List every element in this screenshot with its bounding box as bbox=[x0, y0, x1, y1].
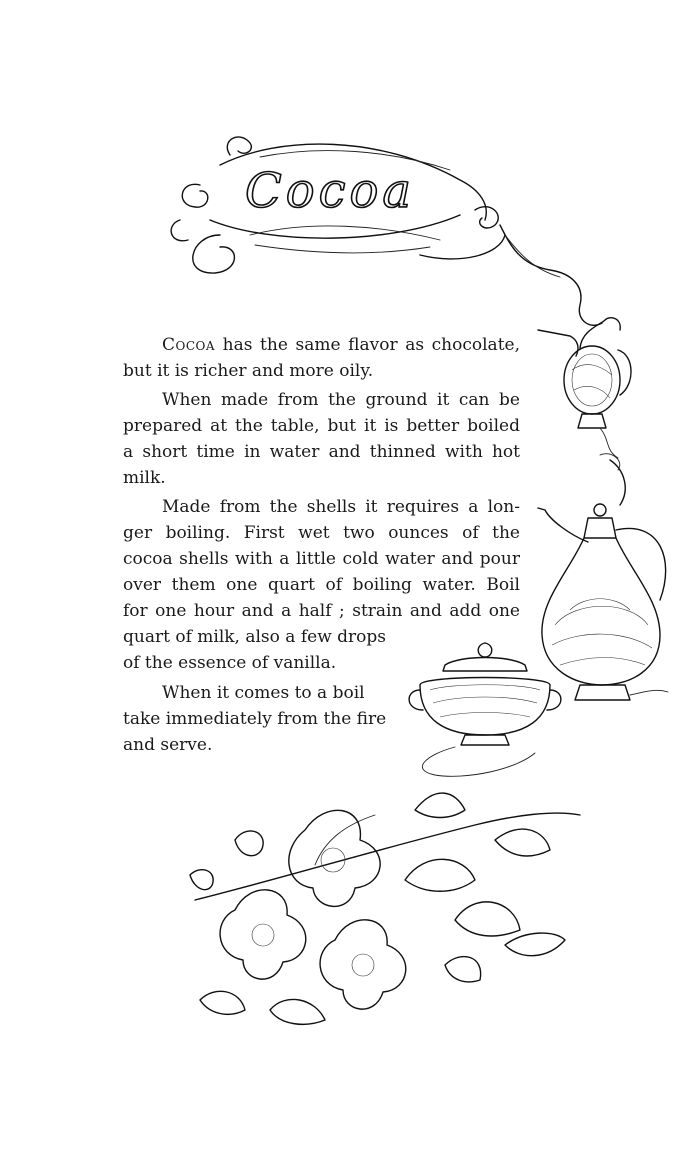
paragraph-line: When made from the ground it can be bbox=[162, 390, 520, 410]
paragraph-line: Cocoa has the same flavor as chocolate, bbox=[162, 335, 520, 355]
page-title: Cocoa bbox=[245, 163, 416, 219]
drop-word: Cocoa bbox=[162, 335, 216, 355]
paragraph-line: over them one quart of boiling water. Boil bbox=[123, 575, 520, 595]
sugar-bowl-illustration bbox=[405, 635, 565, 785]
paragraph-line: cocoa shells with a little cold water and pour bbox=[123, 549, 520, 569]
ewer-illustration bbox=[530, 300, 640, 460]
rose-bloom bbox=[289, 810, 380, 906]
paragraph-line: quart of milk, also a few drops bbox=[123, 627, 386, 647]
paragraph-line: ger boiling. First wet two ounces of the bbox=[123, 523, 520, 543]
rose-bloom bbox=[220, 890, 306, 979]
paragraph-line: for one hour and a half ; strain and add one bbox=[123, 601, 520, 621]
paragraph-line: of the essence of vanilla. bbox=[123, 653, 337, 673]
title-banner bbox=[160, 125, 510, 285]
paragraph-line: take immediately from the fire bbox=[123, 709, 387, 729]
paragraph-line: milk. bbox=[123, 468, 166, 488]
paragraph-line: prepared at the table, but it is better boiled bbox=[123, 416, 520, 436]
paragraph-line: and serve. bbox=[123, 735, 213, 755]
paragraph-line: a short time in water and thinned with hot bbox=[123, 442, 520, 462]
paragraph-line: When it comes to a boil bbox=[162, 683, 365, 703]
paragraph-line: but it is richer and more oily. bbox=[123, 361, 374, 381]
leaf bbox=[405, 793, 565, 982]
rose-bloom bbox=[320, 920, 406, 1009]
paragraph-line: Made from the shells it requires a lon- bbox=[162, 497, 520, 517]
wild-rose-illustration bbox=[175, 770, 585, 1040]
